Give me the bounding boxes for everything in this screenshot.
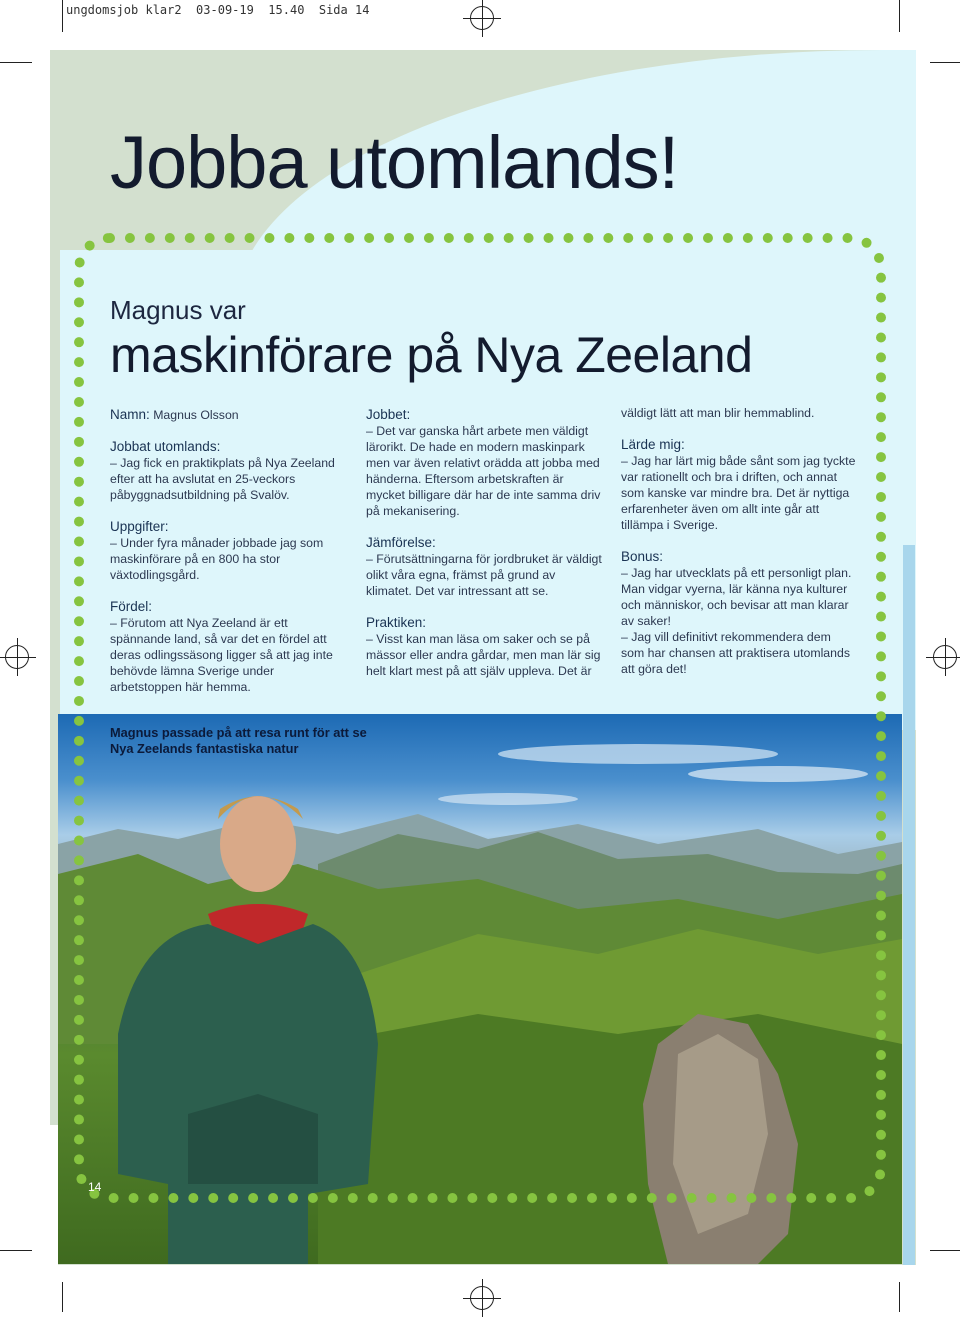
section-heading: Jobbat utomlands: [110,439,221,454]
section-body: – Under fyra månader jobbade jag som maskinförare på en 800 ha stor växtodlingsgård. [110,536,324,582]
section-heading: Fördel: [110,599,153,614]
text-column-3 [621,405,857,677]
page-title: Jobba utomlands! [110,121,679,204]
text-column-1 [110,407,345,695]
crop-mark [899,1282,900,1312]
photo-caption: Magnus passade på att resa runt för att se Nya Zeelands fantastiska natur [110,725,367,756]
registration-mark [470,6,494,30]
section-body: – Visst kan man läsa om saker och se på mässor eller andra gårdar, men man lär sig helt klart mest på att själv uppleva. Det är [366,632,601,678]
crop-mark [0,62,32,63]
text-column-2 [366,407,602,679]
section-body: – Jag har lärt mig både sånt som jag tyckte var rationellt och bra i driften, och annat som kanske var mindre bra. Det är nyttiga erfarenheter även om allt inte går att tillämpa i Sverige. [621,454,856,532]
name-line [110,407,345,423]
section-body: – Jag fick en praktikplats på Nya Zeeland efter att ha avslutat en 25-veckors påbyggnadsutbildning på Svalöv. [110,456,335,502]
section-heading: Uppgifter: [110,519,169,534]
crop-mark [62,1282,63,1312]
registration-mark [470,1286,494,1310]
registration-mark [933,645,957,669]
section-heading: Bonus: [621,549,664,564]
side-blue-strip [903,545,915,1265]
article-headline: maskinförare på Nya Zeeland [110,327,753,383]
crop-mark [0,1250,32,1251]
section-body: – Jag vill definitivt rekommendera dem som har chansen att praktisera utomlands att göra det! [621,630,850,676]
crop-mark [62,0,63,32]
section-heading: Praktiken: [366,615,427,630]
section-body: väldigt lätt att man blir hemmablind. [621,406,815,420]
registration-mark [5,645,29,669]
section-heading: Lärde mig: [621,437,685,452]
section-heading: Jobbet: [366,407,411,422]
name-value: Magnus Olsson [153,408,239,422]
crop-mark [899,0,900,32]
crop-mark [930,1250,960,1251]
crop-mark [930,62,960,63]
article-kicker: Magnus var [110,295,246,325]
print-slug: ungdomsjob klar2 03-09-19 15.40 Sida 14 [66,3,370,17]
margin-band [50,1125,58,1265]
section-body: – Förutom att Nya Zeeland är ett spännande land, så var det en fördel att deras odlingssäsong ligger så att jag inte behövde lämna Sverige under arbetstoppen här hemma. [110,616,333,694]
page-number: 14 [88,1180,102,1194]
section-body: – Förutsättningarna för jordbruket är väldigt olikt våra egna, främst på grund av klimatet. Det var intressant att se. [366,552,602,598]
section-body: – Jag har utvecklats på ett personligt plan. Man vidgar vyerna, lär känna nya kulturer och människor, och bevisar att man klarar av saker! [621,566,852,628]
name-label: Namn: [110,407,150,422]
section-body: – Det var ganska hårt arbete men väldigt lärorikt. De hade en modern maskinpark men var även relativt orädda att jobba med händerna. Eftersom arbetskraften är mycket billigare där har de inte samma driv på mekanisering. [366,424,601,518]
section-heading: Jämförelse: [366,535,436,550]
